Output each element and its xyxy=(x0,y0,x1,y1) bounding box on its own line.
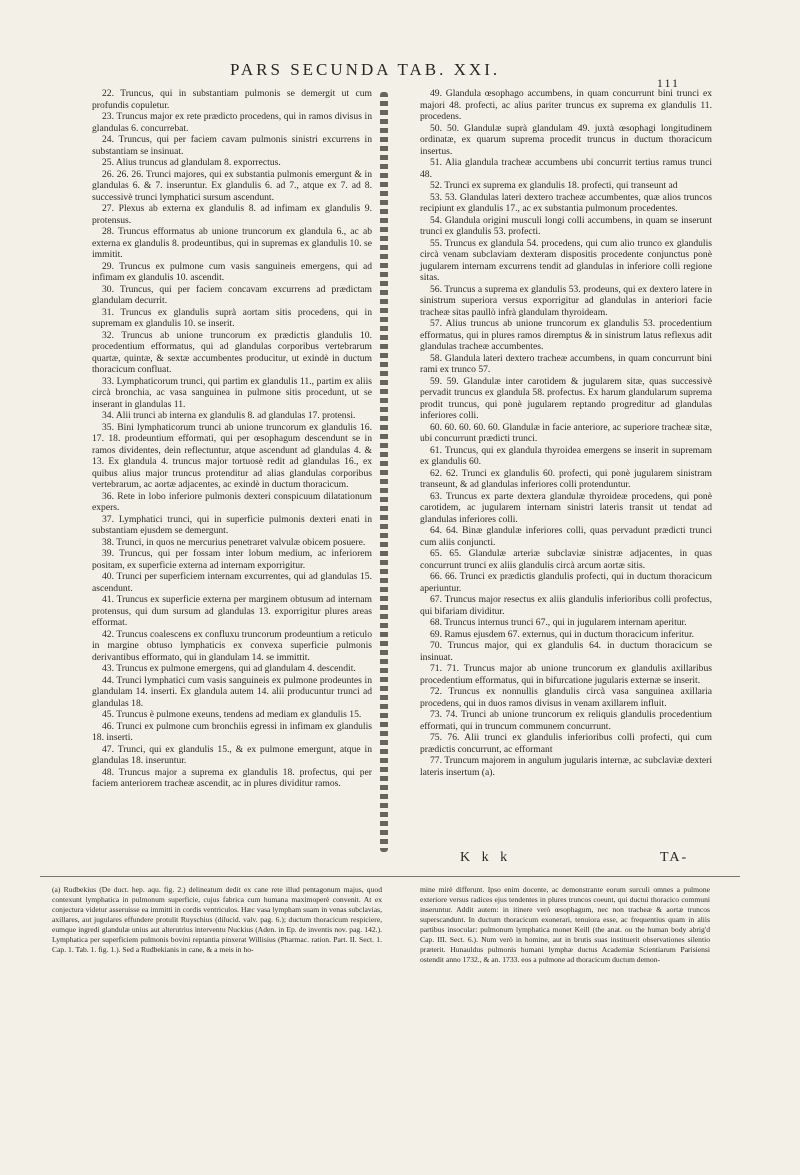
legend-entry: 52. Trunci ex suprema ex glandulis 18. profecti, qui transeunt ad xyxy=(430,180,678,191)
catchword: TA- xyxy=(660,850,689,865)
legend-entry: 63. Truncus ex parte dextera glandulæ thyroideæ procedens, qui ponè carotidem, ac jugularem internam sinistri lateris transit ut tendat ad glandulas inferiores colli. xyxy=(420,490,712,525)
legend-entry: 29. Truncus ex pulmone cum vasis sanguineis emergens, qui ad infimam ex glandulis 10. ascendit. xyxy=(92,260,372,283)
legend-entry: 40. Trunci per superficiem internam excurrentes, qui ad glandulas 15. ascendunt. xyxy=(92,571,372,594)
legend-entry: 44. Trunci lymphatici cum vasis sanguineis ex pulmone prodeuntes in glandulam 14. inserti. Ex glandula autem 14. alii producuntur trunci ad glandulas 18. xyxy=(92,674,372,709)
legend-entry: 31. Truncus ex glandulis suprà aortam sitis procedens, qui in supremam ex glandulis 10. se inserit. xyxy=(92,306,372,329)
legend-entry: 69. Ramus ejusdem 67. externus, qui in ductum thoracicum inferitur. xyxy=(430,628,695,640)
legend-entry: 43. Truncus ex pulmone emergens, qui ad glandulam 4. descendit. xyxy=(102,663,356,674)
legend-entry: 47. Trunci, qui ex glandulis 15., & ex pulmone emergunt, atque in glandulas 18. inseruntur. xyxy=(92,743,372,766)
legend-entry: 66. 66. Trunci ex prædictis glandulis profecti, qui in ductum thoracicum aperiuntur. xyxy=(420,571,712,594)
legend-entry: 67. Truncus major resectus ex aliis glandulis inferioribus colli profectus, qui bifariam dividitur. xyxy=(420,594,712,617)
legend-entry: 22. Truncus, qui in substantiam pulmonis se demergit ut cum profundis copuletur. xyxy=(92,88,372,111)
legend-entry: 24. Truncus, qui per faciem cavam pulmonis sinistri excurrens in substantiam se insinuat. xyxy=(92,134,372,157)
legend-entry: 41. Truncus ex superficie externa per marginem obtusum ad internam protensus, qui dum sursum ad glandulas 13. exporrigitur plures areas efformat. xyxy=(92,594,372,628)
legend-entry: 55. Truncus ex glandula 54. procedens, qui cum alio trunco ex glandulis circà venam subclaviam dexteram dispositis procedente conjunctus ponè jugularem internam excurrens tendit ad glandulas in inferiore colli regione sitas. xyxy=(420,237,712,283)
legend-entry: 34. Alii trunci ab interna ex glandulis 8. ad glandulas 17. protensi. xyxy=(102,410,356,421)
footnote-right: mine mirè differunt. Ipso enim docente, ac demonstrante eorum surculi omnes a pulmone exteriore versus radices ejus tendentes in plures truncos coeunt, qui ductui thoracico communi inseruntur. Addit autem: in itinere verò œsophagum, nec non tracheæ & aortæ truncos superscandunt. In ductum thoracicum exonerari, tenuiora esse, ac frequentius quam in aliis partibus insocular: pulmonum lymphatica monet Keill (the anat. ou the human body abrig'd Cap. III. Sect. 6.). Num verò in homine, aut in brutis suas instituerit observationes silentio præterit. Hunauldus pulmonis humani lymphæ ductus Academiæ Scientiarum Parisiensi ostendit anno 1732., & an. 1733. eos a pulmone ad thoracicum ductum demon- xyxy=(420,885,710,964)
legend-entry: 25. Alius truncus ad glandulam 8. exporrectus. xyxy=(102,157,281,168)
legend-entry: 65. 65. Glandulæ arteriæ subclaviæ sinistræ adjacentes, in quas concurrunt trunci ex aliis glandulis circà arcum aortæ sitis. xyxy=(420,548,712,571)
right-text-column xyxy=(420,88,712,778)
legend-entry: 36. Rete in lobo inferiore pulmonis dexteri conspicuum dilatationum expers. xyxy=(92,490,372,513)
legend-entry: 54. Glandula origini musculi longi colli accumbens, in quam se inserunt trunci ex glandulis 53. profecti. xyxy=(420,214,712,237)
legend-entry: 60. 60. 60. 60. 60. Glandulæ in facie anteriore, ac superiore tracheæ sitæ, ubi concurrunt prædicti trunci. xyxy=(420,421,712,444)
footnote-rule xyxy=(40,876,740,877)
legend-entry: 27. Plexus ab externa ex glandulis 8. ad infimam ex glandulis 9. protensus. xyxy=(92,203,372,226)
legend-entry: 28. Truncus efformatus ab unione truncorum ex glandula 6., ac ab externa ex glandulis 8. prodeuntibus, qui in supremas ex glandulis 10. se immitit. xyxy=(92,226,372,260)
legend-entry: 71. 71. Truncus major ab unione truncorum ex glandulis axillaribus procedentium efformatus, qui in bifurcatione jugularis externæ se inserit. xyxy=(420,663,712,686)
page-header xyxy=(0,60,800,88)
legend-entry: 37. Lymphatici trunci, qui in superficie pulmonis dexteri enati in substantiam ejusdem se demergunt. xyxy=(92,513,372,536)
legend-entry: 58. Glandula lateri dextero tracheæ accumbens, in quam concurrunt bini rami ex trunco 57. xyxy=(420,352,712,375)
legend-entry: 59. 59. Glandulæ inter carotidem & jugularem sitæ, quas successivè pervadit truncus ex glandula 58. profectus. Ex harum glandularum suprema prodit truncus, qui ponè jugularem reptando progreditur ad glandulas inferiores colli. xyxy=(420,375,712,421)
legend-entry: 61. Truncus, qui ex glandula thyroidea emergens se inserit in supremam ex glandulis 60. xyxy=(420,444,712,467)
legend-entry: 26. 26. 26. Trunci majores, qui ex substantia pulmonis emergunt & in glandulas 6. & 7. inseruntur. Ex glandulis 6. ad 7., atque ex 7. ad 8. successivè trunci lymphatici sursum ascendunt. xyxy=(92,168,372,203)
legend-entry: 68. Truncus internus trunci 67., qui in jugularem internam aperitur. xyxy=(430,617,687,628)
legend-entry: 57. Alius truncus ab unione truncorum ex glandulis 53. procedentium efformatus, qui in plures ramos diremptus & in sinistrum latus reflexus adit glandulas tracheæ accumbentes. xyxy=(420,318,712,352)
legend-entry: 23. Truncus major ex rete prædicto procedens, qui in ramos divisus in glandulas 6. concurrebat. xyxy=(92,111,372,134)
legend-entry: 30. Truncus, qui per faciem concavam excurrens ad prædictam glandulam decurrit. xyxy=(92,283,372,306)
legend-entry: 75. 76. Alii trunci ex glandulis inferioribus colli profecti, qui cum prædictis concurrunt, ac efformant xyxy=(420,732,712,755)
column-divider-ornament xyxy=(380,92,388,852)
left-text-column xyxy=(92,88,372,790)
legend-entry: 42. Truncus coalescens ex confluxu truncorum prodeuntium a reticulo in margine obtuso lymphaticis ex convexa superficie pulmonis derivantibus efformato, qui in glandulam 14. se immittit. xyxy=(92,628,372,663)
legend-entry: 70. Truncus major, qui ex glandulis 64. in ductum thoracicum se insinuat. xyxy=(420,640,712,663)
legend-entry: 73. 74. Trunci ab unione truncorum ex reliquis glandulis procedentium efformati, qui in truncum communem concurrunt. xyxy=(420,709,712,732)
legend-entry: 46. Trunci ex pulmone cum bronchiis egressi in infimam ex glandulis 18. inserti. xyxy=(92,720,372,743)
legend-entry: 49. Glandula œsophago accumbens, in quam concurrunt bini trunci ex majori 48. profecti, ac alius pariter truncus ex suprema ex glandulis 11. procedens. xyxy=(420,88,712,122)
legend-entry: 72. Truncus ex nonnullis glandulis circà vasa sanguinea axillaria procedens, qui in duos ramos divisus in venam axillarem influit. xyxy=(420,686,712,709)
legend-entry: 38. Trunci, in quos ne mercurius penetraret valvulæ obicem posuere. xyxy=(102,536,366,548)
legend-entry: 56. Truncus a suprema ex glandulis 53. prodeuns, qui ex dextero latere in sinistrum superiora versus exporrigitur ad glandulas in anteriori facie tracheæ sitas paullò infrà glandulam thyroideam. xyxy=(420,283,712,318)
signature-mark: K k k xyxy=(460,850,512,865)
legend-entry: 48. Truncus major a suprema ex glandulis 18. profectus, qui per faciem anteriorem tracheæ ascendit, ac in plures dividitur ramos. xyxy=(92,766,372,789)
running-title: PARS SECUNDA TAB. XXI. xyxy=(230,60,501,79)
footnote-left: (a) Rudbekius (De duct. hep. aqu. fig. 2.) delineatum dedit ex cane rete illud pentagonum majus, quod contexunt lymphatica in pulmonum superficie, cujus fabrica cum humana maximoperè convenit. At ex conjectura videtur asseruisse ea immitti in cordis ventriculos. Hæc vasa lympham suam in venas subclavias, axillares, aut jugulares effundere protulit Ruyschius (dilucid. valv. pag. 6.); ductum thoracicum respiciere, eumque ingredi glandulæ unius aut alterutrius interventu Nuckius (Aden. in Ep. de inventis nov. pag. 142.). Lymphatica per superficiem pulmonis bovini reptantia pinxerat Willisius (Pharmac. ration. Part. II. Sect. 1. Cap. 1. Tab. 1. fig. 1.). Sed a Rudbekianis in cane, & a meis in ho- xyxy=(52,885,382,954)
legend-entry: 62. 62. Trunci ex glandulis 60. profecti, qui ponè jugularem sinistram transeunt, & ad glandulas inferiores colli protenduntur. xyxy=(420,467,712,490)
legend-entry: 53. 53. Glandulas lateri dextero tracheæ accumbentes, quæ alios truncos recipiunt ex glandulis 17., ac ex substantia pulmonum procedentes. xyxy=(420,191,712,214)
legend-entry: 45. Truncus è pulmone exeuns, tendens ad mediam ex glandulis 15. xyxy=(102,709,362,720)
legend-entry: 33. Lymphaticorum trunci, qui partim ex glandulis 11., partim ex aliis circà bronchia, ac vasa sanguinea in pulmone sitis procedunt, ut se inserant in glandulas 11. xyxy=(92,375,372,410)
legend-entry: 64. 64. Binæ glandulæ inferiores colli, quas pervadunt prædicti trunci cum aliis conjuncti. xyxy=(420,525,712,548)
legend-entry: 35. Bini lymphaticorum trunci ab unione truncorum ex glandulis 16. 17. 18. prodeuntium efformati, qui per œsophagum descendunt se in ramos dividentes, dein reflectuntur, atque ascendunt ad glandulas 4. & 13. Ex glandula 4. truncus major tortuosè redit ad glandulas 16., ex quibus alius major truncus protenditur ad alias glandulas corporibus vertebrarum, ac aortæ adjacentes, ac exindè in ductum thoracicum. xyxy=(92,421,372,490)
legend-entry: 50. 50. Glandulæ suprà glandulam 49. juxtà œsophagi longitudinem ordinatæ, ex quarum suprema procedit truncus in ductum thoracicum insertus. xyxy=(420,122,712,157)
legend-entry: 77. Truncum majorem in angulum jugularis internæ, ac subclaviæ dexteri lateris insertum (a). xyxy=(420,755,712,778)
legend-entry: 32. Truncus ab unione truncorum ex prædictis glandulis 10. procedentium efformatus, qui ad glandulas corporibus vertebrarum quartæ, quintæ, & sextæ accumbentes producitur, ut exindè in ductum thoracicum confluat. xyxy=(92,329,372,375)
legend-entry: 51. Alia glandula tracheæ accumbens ubi concurrit tertius ramus trunci 48. xyxy=(420,157,712,180)
legend-entry: 39. Truncus, qui per fossam inter lobum medium, ac inferiorem positam, ex superficie externa ad internam exporrigitur. xyxy=(92,548,372,571)
page-number: 111 xyxy=(656,76,680,90)
